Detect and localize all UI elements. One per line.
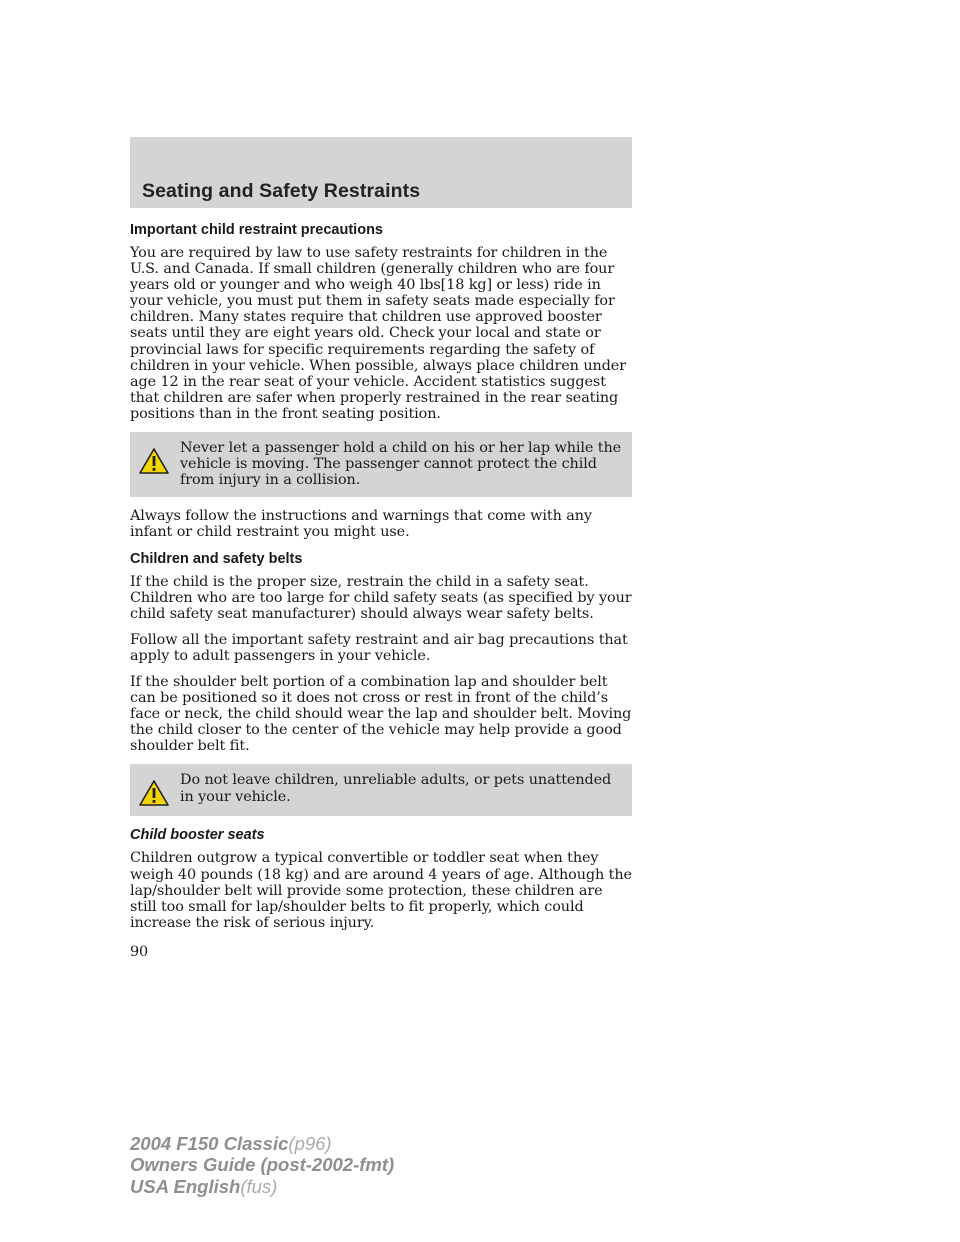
page-content <box>130 222 632 941</box>
warning-box-unattended <box>130 764 632 816</box>
warning-text-unattended: Do not leave children, unreliable adults, or pets unattended in your vehicle. <box>180 772 612 805</box>
page-number: 90 <box>130 944 149 960</box>
belts-paragraph-2: Follow all the important safety restraint and air bag precautions that apply to adult passengers in your vehicle. <box>130 631 628 664</box>
precautions-heading: Important child restraint precautions <box>130 222 383 238</box>
belts-heading: Children and safety belts <box>130 550 303 567</box>
follow-instructions-text: Always follow the instructions and warnings that come with any infant or child restraint you might use. <box>130 508 592 541</box>
document-footer <box>130 1133 394 1197</box>
booster-heading: Child booster seats <box>130 827 265 844</box>
section-header <box>130 137 632 208</box>
warning-triangle-icon <box>138 779 170 807</box>
warning-text-lap: Never let a passenger hold a child on his or her lap while the vehicle is moving. The passenger cannot protect the child from injury in a collision. <box>180 440 622 489</box>
footer-line-2: Owners Guide (post-2002-fmt) <box>130 1154 395 1176</box>
belts-paragraph-3: If the shoulder belt portion of a combination lap and shoulder belt can be positioned so it does not cross or rest in front of the child’s face or neck, the child should wear the lap and shoulder belt. Moving the child closer to the center of the vehicle may help provide a good shoulder belt fit. <box>130 673 632 755</box>
booster-body: Children outgrow a typical convertible or toddler seat when they weigh 40 pounds (18 kg) and are around 4 years of age. Although the lap/shoulder belt will provide some protection, these children are still too small for lap/shoulder belts to fit properly, which could increase the risk of serious injury. <box>130 850 632 931</box>
footer-line-3: USA English(fus) <box>130 1175 278 1197</box>
precautions-body: You are required by law to use safety restraints for children in the U.S. and Canada. If small children (generally children who are four years old or younger and who weigh 40 lbs[18 kg] or less) ride in your vehicle, you must put them in safety seats made especially for children. Many states require that children use approved booster seats until they are eight years old. Check your local and state or provincial laws for specific requirements regarding the safety of children in your vehicle. When possible, always place children under age 12 in the rear seat of your vehicle. Accident statistics suggest that children are safer when properly restrained in the rear seating positions than in the front seating position. <box>130 245 626 422</box>
section-title: Seating and Safety Restraints <box>142 180 421 202</box>
warning-triangle-icon <box>138 447 170 475</box>
belts-paragraph-1: If the child is the proper size, restrain the child in a safety seat. Children who are too large for child safety seats (as specified by your child safety seat manufacturer) should always wear safety belts. <box>130 573 632 622</box>
warning-box-lap <box>130 432 632 497</box>
footer-line-1: 2004 F150 Classic(p96) <box>130 1133 332 1154</box>
